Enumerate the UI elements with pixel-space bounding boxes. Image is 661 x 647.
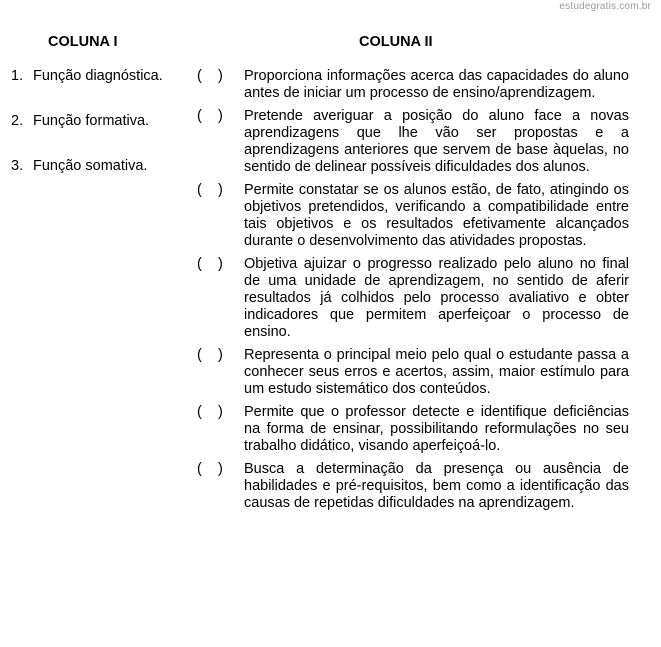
column-2-item — [197, 347, 629, 398]
item-label: Função formativa. — [33, 113, 150, 129]
item-label: Função diagnóstica. — [33, 68, 163, 84]
item-description: Objetiva ajuizar o progresso realizado pelo aluno no final de uma unidade de aprendizagem, no sentido de aferir resultados já colhidos pelo processo avaliativo e obter indicadores que permitem aperfeiçoar o processo de ensino. — [244, 256, 629, 340]
item-number: 1. — [11, 68, 24, 84]
item-label: Função somativa. — [33, 158, 148, 174]
item-description: Busca a determinação da presença ou ausência de habilidades e pré-requisitos, bem como a identificação das causas de repetidas dificuldades na aprendizagem. — [244, 461, 629, 511]
answer-blank[interactable]: ( ) — [197, 256, 223, 272]
item-description: Permite constatar se os alunos estão, de fato, atingindo os objetivos pretendidos, verificando a compatibilidade entre tais objetivos e os resultados efetivamente alcançados durante o desenvolvimento das atividades propostas. — [244, 182, 629, 249]
item-description: Proporciona informações acerca das capacidades do aluno antes de iniciar um processo de ensino/aprendizagem. — [244, 68, 629, 101]
column-2-item — [197, 256, 629, 341]
column-2-item — [197, 461, 629, 512]
column-2-item — [197, 108, 629, 176]
watermark-text: estudegratis.com.br — [559, 1, 651, 12]
answer-blank[interactable]: ( ) — [197, 182, 223, 198]
column-2-list — [197, 68, 629, 518]
column-2-header: COLUNA II — [359, 34, 433, 50]
column-2-item — [197, 182, 629, 250]
answer-blank[interactable]: ( ) — [197, 108, 223, 124]
column-1-header: COLUNA I — [48, 34, 118, 50]
item-description: Permite que o professor detecte e identifique deficiências na forma de ensinar, possibilitando reformulações no seu trabalho didático, visando aperfeiçoá-lo. — [244, 404, 629, 454]
answer-blank[interactable]: ( ) — [197, 68, 223, 84]
column-1-item — [11, 68, 163, 113]
item-description: Pretende averiguar a posição do aluno face a novas aprendizagens que lhe vão ser propostas e a aprendizagens anteriores que servem de base àquelas, no sentido de delinear possíveis dificuldades dos alunos. — [244, 108, 629, 175]
item-description: Representa o principal meio pelo qual o estudante passa a conhecer seus erros e acertos, assim, maior estímulo para um estudo sistemático dos conteúdos. — [244, 347, 629, 397]
item-number: 2. — [11, 113, 24, 129]
answer-blank[interactable]: ( ) — [197, 347, 223, 363]
column-2-item — [197, 68, 629, 102]
column-1-item — [11, 158, 163, 203]
item-number: 3. — [11, 158, 24, 174]
column-1-list — [11, 68, 163, 203]
answer-blank[interactable]: ( ) — [197, 404, 223, 420]
column-1-item — [11, 113, 163, 158]
column-2-item — [197, 404, 629, 455]
answer-blank[interactable]: ( ) — [197, 461, 223, 477]
